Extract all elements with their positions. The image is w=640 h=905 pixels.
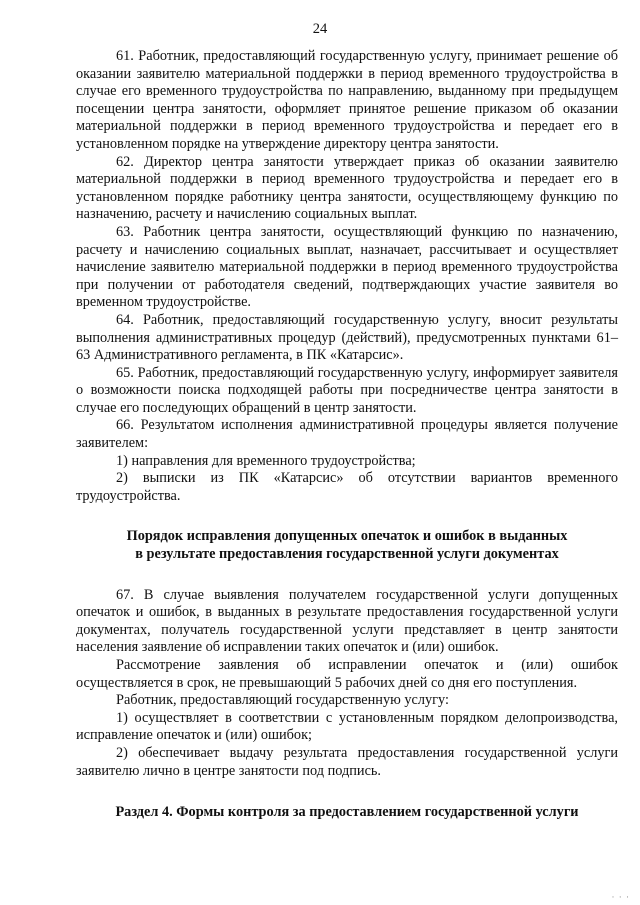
corrections-heading-line-1: Порядок исправления допущенных опечаток и ошибок в выданных [126, 528, 568, 545]
corrections-heading [76, 528, 618, 563]
paragraph-61: 61. Работник, предоставляющий государственную услугу, принимает решение об оказании заявителю материальной поддержки в период временного трудоустройства в случае его временного трудоустройства по направлению, выданному при предыдущем посещении центра занятости, оформляет принятое решение приказом об оказании материальной поддержки в период временного трудоустройства и передает его в установленном порядке на утверждение директору центра занятости. [76, 48, 618, 152]
page-number: 24 [312, 21, 328, 37]
list-item-correction-1: 1) осуществляет в соответствии с установленным порядком делопроизводства, исправление опечаток и (или) ошибок; [76, 709, 618, 744]
corrections-heading-line-2: в результате предоставления государственной услуги документах [135, 546, 559, 563]
body-text [76, 48, 618, 822]
worker-paragraph: Работник, предоставляющий государственную услугу: [116, 692, 449, 709]
scan-mark: · · · [611, 892, 630, 902]
paragraph-67: 67. В случае выявления получателем государственной услуги допущенных опечаток и ошибок, в выданных в результате предоставления государственной услуги документах, получатель государственной услуги представляет в центр занятости населения заявление об исправлении таких опечаток и (или) ошибок. [76, 586, 618, 656]
paragraph-64: 64. Работник, предоставляющий государственную услугу, вносит результаты выполнения административных процедур (действий), предусмотренных пунктами 61–63 Административного регламента, в ПК «Катарсис». [76, 311, 618, 364]
paragraph-62: 62. Директор центра занятости утверждает приказ об оказании заявителю материальной поддержки в период временного трудоустройства и передает его в установленном порядке работнику центра занятости, осуществляющему функцию по назначению, расчету и начислению социальных выплат. [76, 153, 618, 223]
paragraph-65: 65. Работник, предоставляющий государственную услугу, информирует заявителя о возможности поиска подходящей работы при посредничестве центра занятости в случае его последующих обращений в центр занятости. [76, 364, 618, 416]
paragraph-66: 66. Результатом исполнения административной процедуры является получение заявителем: [76, 417, 618, 452]
list-item-1: 1) направления для временного трудоустройства; [116, 452, 416, 469]
section-4-heading: Раздел 4. Формы контроля за предоставлением государственной услуги [115, 804, 579, 821]
list-item-correction-2: 2) обеспечивает выдачу результата предоставления государственной услуги заявителю лично в центре занятости под подпись. [76, 744, 618, 779]
review-paragraph: Рассмотрение заявления об исправлении опечаток и (или) ошибок осуществляется в срок, не превышающий 5 рабочих дней со дня его поступления. [76, 657, 618, 691]
paragraph-63: 63. Работник центра занятости, осуществляющий функцию по назначению, расчету и начислению социальных выплат, назначает, рассчитывает и осуществляет начисление заявителю материальной поддержки в период временного трудоустройства при получении от работодателя сведений, подтверждающих участие заявителя во временном трудоустройстве. [76, 223, 618, 311]
list-item-2: 2) выписки из ПК «Катарсис» об отсутствии вариантов временного трудоустройства. [76, 470, 618, 504]
